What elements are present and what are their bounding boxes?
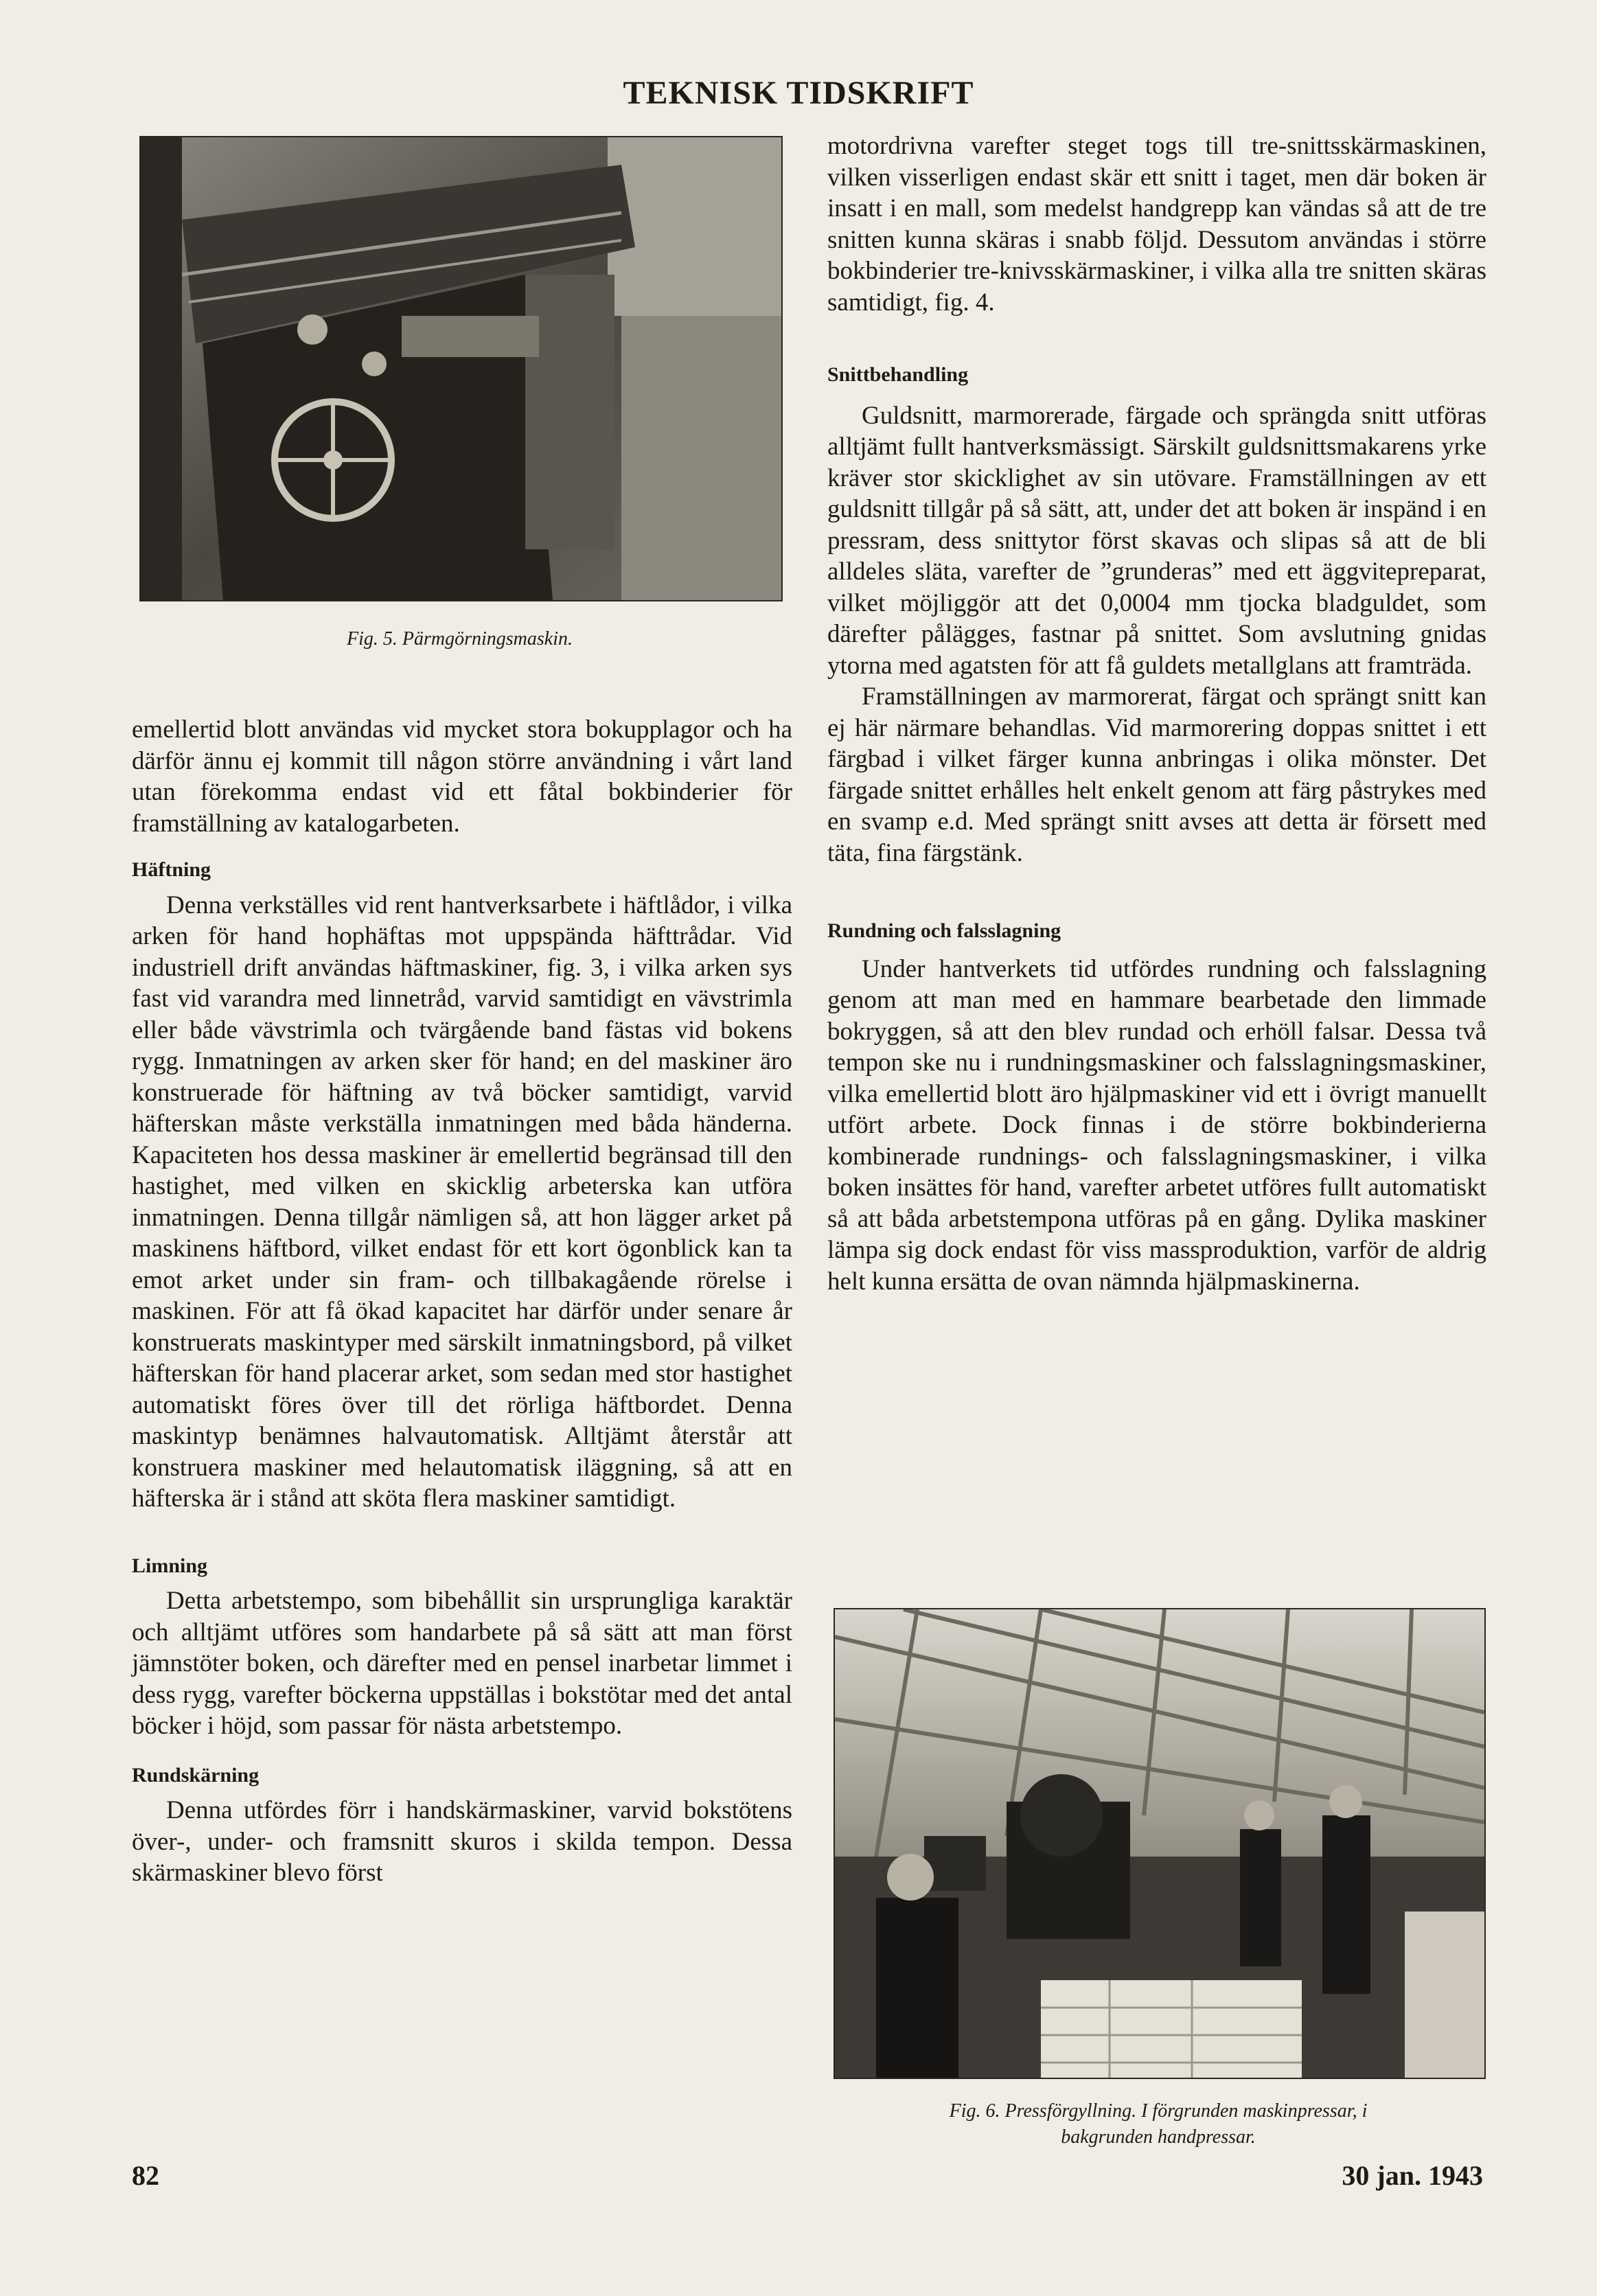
haftning-paragraph: Denna verkställes vid rent hantverksarbete i häftlådor, i vilka arken för hand hophäftas mot uppspända häfttrådar. Vid industriell drift användas häftmaskiner, fig. 3, i vilka arken sys fast vid varandra med linnetråd, varvid samtidigt en vävstrimla eller både vävstrimla och tvärgående band fästas vid bokens rygg. Inmatningen av arken sker för hand; en del maskiner äro konstruerade för häftning av två böcker samtidigt, varvid häfterskan måste verkställa inmatningen med båda händerna. Kapaciteten hos dessa maskiner är emellertid begränsad till den hastighet, med vilken en skicklig arbeterska kan utföra inmatningen. Denna tillgår nämligen så, att hon lägger arket på maskinens häftbord, vilket endast för ett kort ögonblick kan ta emot arket under sin fram- och tillbakagående rörelse i maskinen. För att få ökad kapacitet har därför under senare år konstruerats maskintyper med särskilt inmatningsbord, på vilket häfterskan för hand placerar arket, som sedan med stor hastighet automatiskt föres över till det rörliga häftbordet. Denna maskintyp benämnes halvautomatisk. Alltjämt återstår att konstruera maskiner med helautomatisk iläggning, så att en häfterska är i stånd att sköta flera maskiner samtidigt.: [132, 891, 792, 1513]
right-column: [827, 130, 1486, 1297]
heading-rundning: Rundning och falsslagning: [827, 919, 1061, 942]
figure-6-caption-line-1: Fig. 6. Pressförgyllning. I förgrunden maskinpressar, i: [949, 2100, 1368, 2122]
issue-date: 30 jan. 1943: [1342, 2160, 1483, 2191]
rundskarning-paragraph: Denna utfördes förr i handskärmaskiner, varvid bokstötens över-, under- och framsnitt skuros i skilda tempon. Dessa skärmaskiner blevo först: [132, 1796, 792, 1887]
snitt-paragraph-1: Guldsnitt, marmorerade, färgade och sprängda snitt utföras alltjämt fullt hantverksmässigt. Särskilt guldsnittsmakarens yrke kräver stor skicklighet av sin utövare. Framställningen av ett guldsnitt tillgår på så sätt, att, under det att boken är inspänd i en pressram, dess snittytor först skavas och slipas så att de bli alldeles släta, varefter de ”grunderas” med ett äggvitepreparat, vilket möjliggör att det 0,0004 mm tjocka bladguldet, som därefter pålägges, fastnar på snittet. Som avslutning gnidas ytorna med agatsten för att få guldets metallglans att framträda.: [827, 401, 1486, 680]
figure-6-caption-line-2: bakgrunden handpressar.: [1061, 2126, 1256, 2148]
page-number: 82: [132, 2160, 159, 2191]
rundning-paragraph: Under hantverkets tid utfördes rundning och falsslagning genom att man med en hammare bearbetade den limmade bokryggen, så att den blev rundad och erhöll falsar. Dessa två tempon ske nu i rundningsmaskiner och falsslagningsmaskiner, vilka emellertid blott äro hjälpmaskiner vid ett i övrigt manuellt utfört arbete. Dock finnas i de större bokbinderierna kombinerade rundnings- och falsslagningsmaskiner, i vilka boken insättes för hand, varefter arbetet utföres fullt automatiskt så att båda arbetstempona utföras på en gång. Dylika maskiner lämpa sig dock endast för viss massproduktion, varför de aldrig helt kunna ersätta de ovan nämnda hjälpmaskinerna.: [827, 954, 1486, 1296]
left-column: [132, 714, 792, 1889]
figure-6-photo: [834, 1608, 1486, 2079]
heading-haftning: Häftning: [132, 858, 211, 881]
right-intro-paragraph: motordrivna varefter steget togs till tre-snittsskärmaskinen, vilken visserligen endast skär ett snitt i taget, men där boken är insatt i en mall, som medelst handgrepp kan vändas så att de tre snitten kunna skäras i snabb följd. Dessutom användas i större bokbinderier tre-knivsskärmaskiner, i vilka alla tre snitten skäras samtidigt, fig. 4.: [827, 132, 1486, 317]
journal-title: TEKNISK TIDSKRIFT: [623, 75, 974, 111]
left-intro-paragraph: emellertid blott användas vid mycket stora bokupplagor och ha därför ännu ej kommit till någon större användning i vårt land utan förekomma endast vid ett fåtal bokbinderier för framställning av katalogarbeten.: [132, 715, 792, 838]
machine-photo: [141, 137, 781, 600]
snitt-paragraph-2: Framställningen av marmorerat, färgat och sprängt snitt kan ej här närmare behandlas. Vid marmorering doppas snittet i ett färgbad i vilket färger kunna anbringas i olika mönster. Det färgade snittet erhålles helt enkelt genom att färg påstrykes med en svamp e.d. Med sprängt snitt avses att detta är försett med täta, fina färgstänk.: [827, 682, 1486, 867]
workshop-photo: [835, 1609, 1484, 2078]
figure-5-photo: [139, 136, 783, 601]
figure-6-caption: [834, 2098, 1483, 2150]
limning-paragraph: Detta arbetstempo, som bibehållit sin ursprungliga karaktär och alltjämt utföres som handarbete på så sätt att man först jämnstöter boken, och därefter med en pensel inarbetar limmet i dess rygg, varefter böckerna uppställas i bokstötar med det antal böcker i höjd, som passar för nästa arbetstempo.: [132, 1587, 792, 1740]
heading-limning: Limning: [132, 1554, 208, 1577]
heading-snittbehandling: Snittbehandling: [827, 363, 969, 386]
heading-rundskarning: Rundskärning: [132, 1763, 260, 1787]
figure-5-caption: Fig. 5. Pärmgörningsmaskin.: [347, 628, 573, 650]
